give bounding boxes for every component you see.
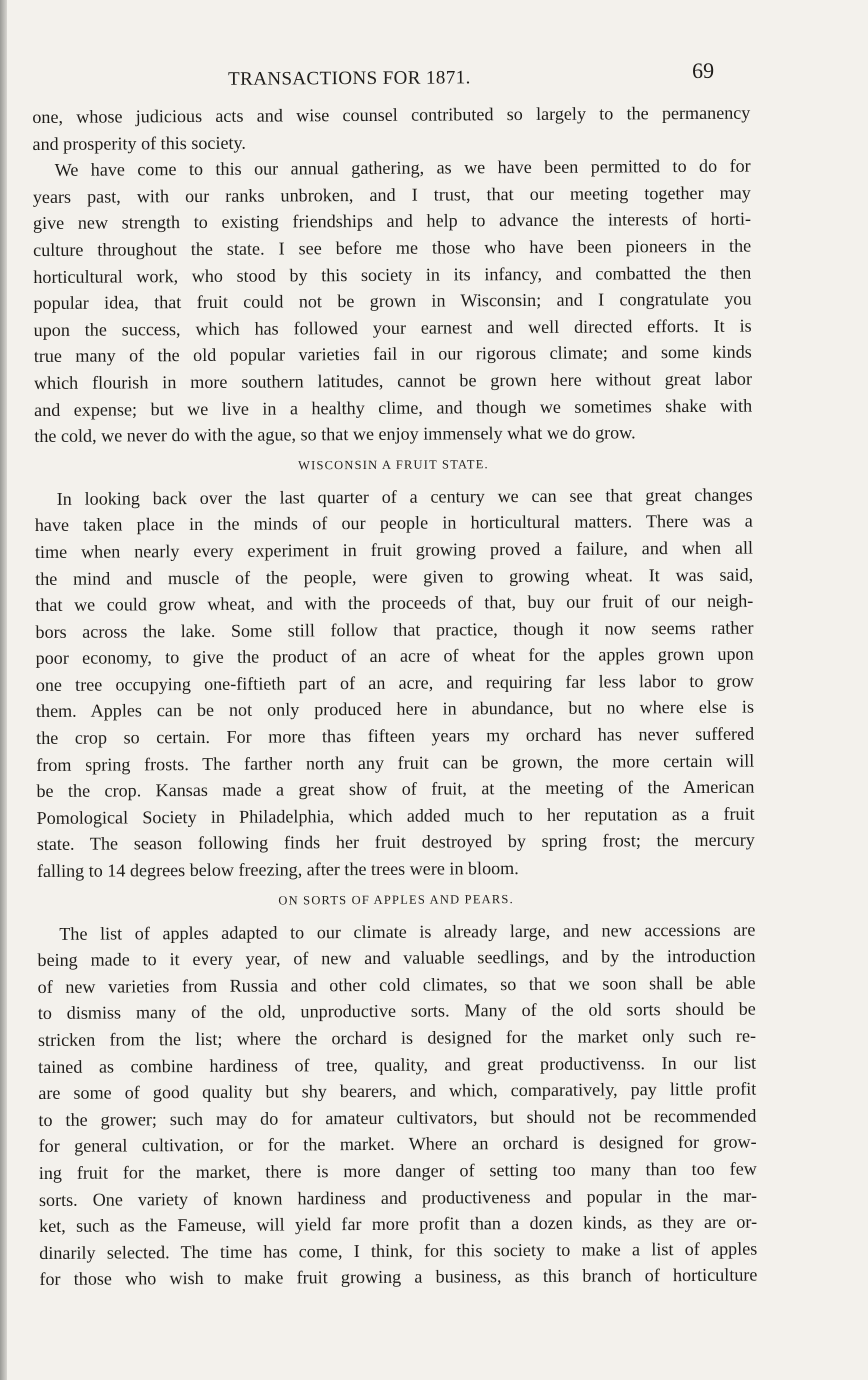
text-line: which flourish in more southern latitudes, cannot be grown here without great labor [33, 368, 753, 393]
text-line: state. The season following finds her fruit destroyed by spring frost; the mercury [36, 830, 755, 855]
text-line: from spring frosts. The farther north any fruit can be grown, the more certain will [36, 750, 755, 775]
paragraph-2 [33, 153, 753, 450]
text-line: and prosperity of this society. [32, 132, 246, 154]
text-line: tained as combine hardiness of tree, quality, and great productivenss. In our list [38, 1052, 757, 1077]
text-line: the mind and muscle of the people, were given to growing wheat. It was said, [35, 564, 754, 589]
text-line: one, whose judicious acts and wise counsel contributed so largely to the permanency [32, 102, 751, 127]
page-number: 69 [691, 57, 715, 83]
text-line: In looking back over the last quarter of a century we can see that great changes [56, 484, 753, 509]
text-line: The list of apples adapted to our climate is already large, and new accessions are [59, 919, 756, 944]
text-line: culture throughout the state. I see before me those who have been pioneers in the [33, 235, 752, 260]
text-line: bors across the lake. Some still follow that practice, though it now seems rather [35, 617, 754, 642]
paragraph-3 [35, 481, 755, 884]
text-line: for those who wish to make fruit growing a business, as this branch of horticulture [39, 1264, 758, 1290]
text-line: be the crop. Kansas made a great show of fruit, at the meeting of the American [36, 776, 755, 802]
text-line: years past, with our ranks unbroken, and I trust, that our meeting together may [32, 182, 751, 207]
text-line: being made to it every year, of new and valuable seedlings, and by the introduction [37, 945, 756, 971]
text-line: falling to 14 degrees below freezing, after the trees were in bloom. [36, 858, 519, 882]
text-line: them. Apples can be not only produced here in abundance, but no where else is [35, 697, 755, 722]
paragraph-4 [37, 916, 757, 1293]
section-heading-wisconsin: WISCONSIN A FRUIT STATE. [298, 456, 489, 473]
text-line: give new strength to existing friendships and help to advance the interests of horti- [32, 208, 752, 234]
text-line: dinarily selected. The time has come, I think, for this society to make a list of apples [39, 1238, 758, 1263]
text-line: ing fruit for the market, there is more danger of setting too many than too few [38, 1158, 757, 1183]
text-line: have taken place in the minds of our people in horticultural matters. There was a [34, 510, 753, 536]
text-line: We have come to this our annual gathering, as we have been permitted to do for [54, 155, 751, 181]
running-header [32, 58, 750, 92]
text-line: stricken from the list; where the orchard is designed for the market only such re- [37, 1025, 757, 1050]
text-line: the crop so certain. For more thas fifteen years my orchard has never suffered [36, 723, 755, 749]
text-line: popular idea, that fruit could not be grown in Wisconsin; and I congratulate you [33, 288, 752, 314]
text-line: and expense; but we live in a healthy clime, and though we sometimes shake with [34, 395, 753, 420]
text-line: of new varieties from Russia and other cold climates, so that we soon shall be able [37, 972, 756, 997]
text-line: are some of good quality but shy bearers, and which, comparatively, pay little profit [38, 1078, 757, 1104]
text-line: ket, such as the Fameuse, will yield far more profit than a dozen kinds, as they are or- [39, 1211, 758, 1237]
page-left-edge [0, 0, 7, 1380]
text-line: upon the success, which has followed your earnest and well directed efforts. It is [33, 315, 752, 340]
text-line: that we could grow wheat, and with the proceeds of that, buy our fruit of our neigh- [35, 590, 754, 616]
text-line: sorts. One variety of known hardiness and productiveness and popular in the mar- [38, 1185, 757, 1210]
text-line: to dismiss many of the old, unproductive sorts. Many of the old sorts should be [37, 999, 756, 1024]
text-line: horticultural work, who stood by this society in its infancy, and combatted the then [33, 262, 752, 287]
paragraph-1 [32, 100, 750, 158]
text-line: Pomological Society in Philadelphia, which added much to her reputation as a fruit [36, 803, 755, 828]
text-line: time when nearly every experiment in fruit growing proved a failure, and when all [34, 537, 754, 562]
book-page [32, 58, 758, 1293]
text-line: to the grower; such may do for amateur cultivators, but should not be recommended [38, 1105, 757, 1130]
text-line: true many of the old popular varieties fail in our rigorous climate; and some kinds [33, 341, 752, 367]
header-title: TRANSACTIONS FOR 1871. [228, 67, 471, 90]
text-line: poor economy, to give the product of an acre of wheat for the apples grown upon [35, 643, 754, 669]
section-heading-sorts: ON SORTS OF APPLES AND PEARS. [278, 891, 514, 908]
text-line: for general cultivation, or for the market. Where an orchard is designed for grow- [38, 1131, 757, 1157]
text-line: the cold, we never do with the ague, so that we enjoy immensely what we do grow. [34, 422, 636, 447]
text-line: one tree occupying one-fiftieth part of an acre, and requiring far less labor to grow [35, 670, 754, 695]
